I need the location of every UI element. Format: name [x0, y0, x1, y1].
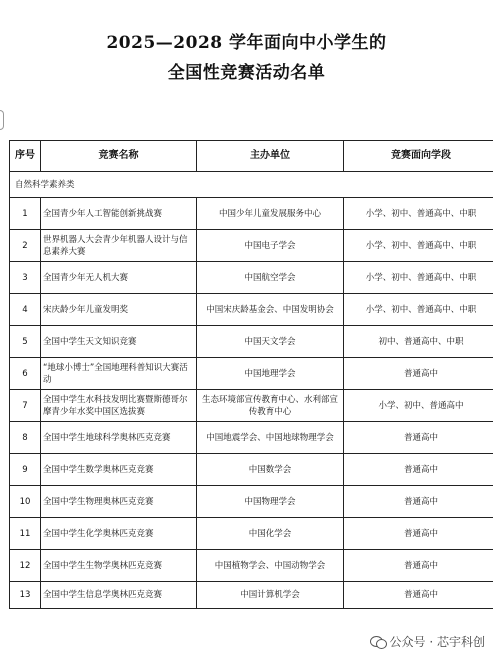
row-number: 1	[10, 198, 41, 230]
header-organizer: 主办单位	[197, 141, 344, 172]
row-school-stage: 普通高中	[344, 550, 493, 582]
row-organizer: 中国化学会	[197, 518, 344, 550]
table-row	[10, 582, 493, 609]
row-competition-name: 世界机器人大会青少年机器人设计与信息素养大赛	[41, 230, 197, 262]
row-number: 6	[10, 358, 41, 390]
row-competition-name: 全国中学生生物学奥林匹克竞赛	[41, 550, 197, 582]
row-number: 9	[10, 454, 41, 486]
row-organizer: 中国植物学会、中国动物学会	[197, 550, 344, 582]
row-school-stage: 小学、初中、普通高中、中职	[344, 262, 493, 294]
row-organizer: 生态环境部宣传教育中心、水利部宣传教育中心	[197, 390, 344, 422]
row-competition-name: 全国中学生信息学奥林匹克竞赛	[41, 582, 197, 609]
page-title-line2: 全国性竞赛活动名单	[167, 63, 326, 83]
row-organizer: 中国电子学会	[197, 230, 344, 262]
row-organizer: 中国物理学会	[197, 486, 344, 518]
row-number: 8	[10, 422, 41, 454]
row-organizer: 中国天文学会	[197, 326, 344, 358]
wechat-icon	[370, 635, 386, 649]
table-row	[10, 358, 493, 390]
header-competition-name: 竞赛名称	[41, 141, 197, 172]
row-number: 12	[10, 550, 41, 582]
section-label: 自然科学素养类	[10, 172, 493, 198]
row-number: 3	[10, 262, 41, 294]
row-competition-name: “地球小博士”全国地理科普知识大赛活动	[41, 358, 197, 390]
page-title-line1: 2025—2028 学年面向中小学生的	[106, 33, 387, 53]
competition-table	[9, 140, 493, 609]
row-competition-name: 全国中学生物理奥林匹克竞赛	[41, 486, 197, 518]
row-organizer: 中国计算机学会	[197, 582, 344, 609]
header-number: 序号	[10, 141, 41, 172]
row-school-stage: 小学、初中、普通高中、中职	[344, 230, 493, 262]
table-row	[10, 454, 493, 486]
row-organizer: 中国地震学会、中国地球物理学会	[197, 422, 344, 454]
table-row	[10, 198, 493, 230]
row-school-stage: 普通高中	[344, 454, 493, 486]
row-number: 5	[10, 326, 41, 358]
row-organizer: 中国数学会	[197, 454, 344, 486]
row-school-stage: 普通高中	[344, 422, 493, 454]
row-competition-name: 全国中学生水科技发明比赛暨斯德哥尔摩青少年水奖中国区选拔赛	[41, 390, 197, 422]
row-number: 2	[10, 230, 41, 262]
row-competition-name: 全国中学生数学奥林匹克竞赛	[41, 454, 197, 486]
row-competition-name: 全国青少年无人机大赛	[41, 262, 197, 294]
header-school-stage: 竞赛面向学段	[344, 141, 493, 172]
table-row	[10, 390, 493, 422]
table-row	[10, 326, 493, 358]
table-row	[10, 486, 493, 518]
row-school-stage: 普通高中	[344, 358, 493, 390]
section-row	[10, 172, 493, 198]
row-competition-name: 宋庆龄少年儿童发明奖	[41, 294, 197, 326]
table-row	[10, 262, 493, 294]
row-number: 11	[10, 518, 41, 550]
row-school-stage: 小学、初中、普通高中	[344, 390, 493, 422]
row-competition-name: 全国中学生化学奥林匹克竞赛	[41, 518, 197, 550]
row-number: 13	[10, 582, 41, 609]
row-organizer: 中国少年儿童发展服务中心	[197, 198, 344, 230]
row-school-stage: 小学、初中、普通高中、中职	[344, 198, 493, 230]
row-school-stage: 小学、初中、普通高中、中职	[344, 294, 493, 326]
page-edge-marker	[0, 110, 4, 130]
row-school-stage: 普通高中	[344, 518, 493, 550]
row-competition-name: 全国中学生地球科学奥林匹克竞赛	[41, 422, 197, 454]
row-number: 4	[10, 294, 41, 326]
table-row	[10, 230, 493, 262]
row-number: 10	[10, 486, 41, 518]
row-competition-name: 全国中学生天文知识竞赛	[41, 326, 197, 358]
table-row	[10, 518, 493, 550]
row-school-stage: 初中、普通高中、中职	[344, 326, 493, 358]
row-organizer: 中国航空学会	[197, 262, 344, 294]
row-school-stage: 普通高中	[344, 486, 493, 518]
watermark-text: 公众号 · 芯宇科创	[389, 635, 485, 649]
row-competition-name: 全国青少年人工智能创新挑战赛	[41, 198, 197, 230]
row-organizer: 中国宋庆龄基金会、中国发明协会	[197, 294, 344, 326]
watermark	[368, 632, 487, 651]
row-number: 7	[10, 390, 41, 422]
table-row	[10, 550, 493, 582]
table-header-row	[10, 141, 493, 172]
table-row	[10, 294, 493, 326]
row-school-stage: 普通高中	[344, 582, 493, 609]
table-row	[10, 422, 493, 454]
row-organizer: 中国地理学会	[197, 358, 344, 390]
